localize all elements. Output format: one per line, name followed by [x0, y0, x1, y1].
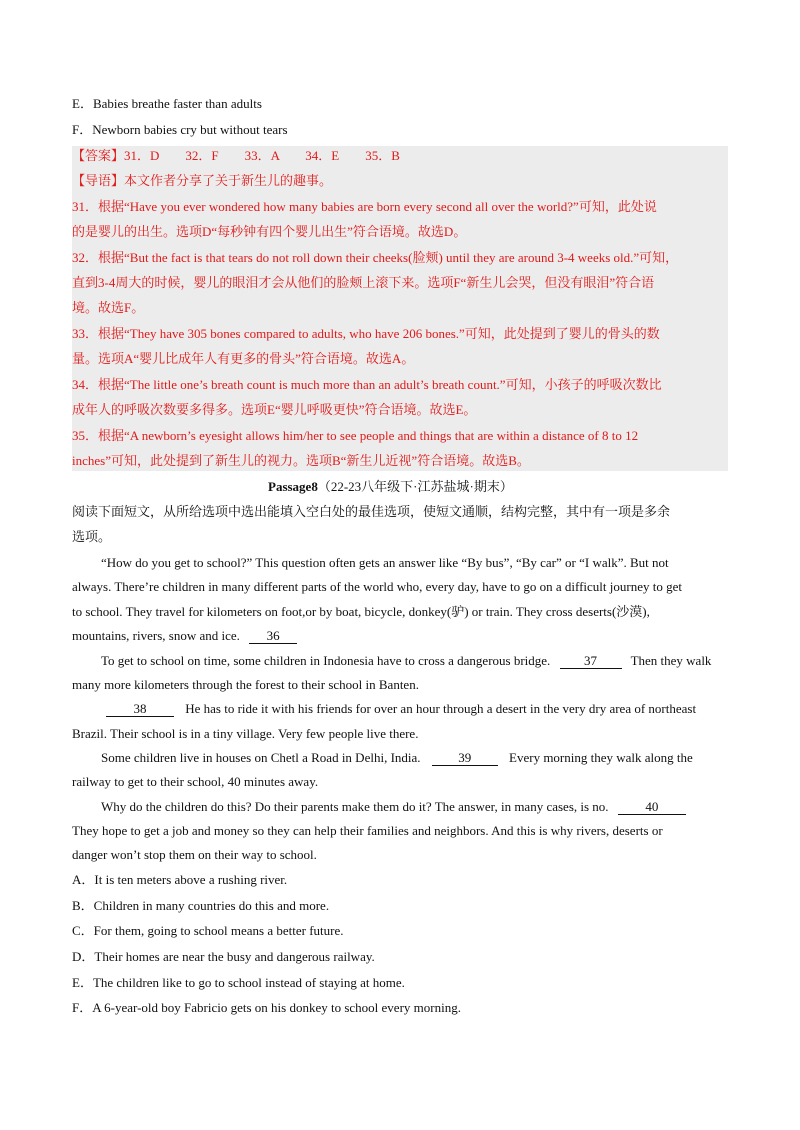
explanation-33-line2: 量。选项A“婴儿比成年人有更多的骨头”符合语境。故选A。 [72, 351, 415, 366]
explanation-31-line2: 的是婴儿的出生。选项D“每秒钟有四个婴儿出生”符合语境。故选D。 [72, 224, 467, 239]
explanation-32-line1: 32．根据“But the fact is that tears do not roll down their cheeks(脸颊) until they are around 3-4 weeks old.”可知， [72, 250, 679, 265]
p3-line1 [106, 700, 696, 718]
p1-line2: always. There’re children in many different parts of the world who, every day, have to go on a difficult journey to get [72, 579, 682, 594]
p1-line4 [72, 627, 297, 645]
p2-line2: many more kilometers through the forest to their school in Banten. [72, 677, 419, 692]
explanation-32-line2: 直到3-4周大的时候，婴儿的眼泪才会从他们的脸颊上滚下来。选项F“新生儿会哭，但没有眼泪”符合语 [72, 275, 655, 290]
option-b: B．Children in many countries do this and more. [72, 898, 330, 913]
answer-panel [72, 146, 728, 471]
answer-key: 【答案】31．D 32．F 33．A 34．E 35．B [72, 148, 400, 163]
p1-line4-text: mountains, rivers, snow and ice. [72, 628, 240, 643]
option-a: A．It is ten meters above a rushing river. [72, 872, 288, 887]
p4-line2: railway to get to their school, 40 minutes away. [72, 774, 319, 789]
p5-line1 [101, 798, 686, 816]
p2-line1 [101, 652, 711, 670]
blank-40[interactable]: 40 [618, 799, 686, 815]
blank-36[interactable]: 36 [249, 628, 297, 644]
p2-text-b: Then they walk [630, 653, 712, 668]
option-c: C．For them, going to school means a better future. [72, 923, 344, 938]
passage-title: Passage8 [268, 479, 318, 494]
explanation-31-line1: 31．根据“Have you ever wondered how many babies are born every second all over the world?”可知，此处说 [72, 199, 657, 214]
instructions-line1: 阅读下面短文，从所给选项中选出能填入空白处的最佳选项，使短文通顺，结构完整，其中有一项是多余 [72, 504, 671, 519]
explanation-35-line1: 35．根据“A newborn’s eyesight allows him/her to see people and things that are within a distance of 8 to 12 [72, 428, 639, 443]
explanation-32-line3: 境。故选F。 [72, 300, 145, 315]
p3-text-a: He has to ride it with his friends for over an hour through a desert in the very dry area of northeast [185, 701, 697, 716]
option-e: E．The children like to go to school instead of staying at home. [72, 975, 405, 990]
option-d: D．Their homes are near the busy and dangerous railway. [72, 949, 375, 964]
p1-line3: to school. They travel for kilometers on foot,or by boat, bicycle, donkey(驴) or train. They cross deserts(沙漠), [72, 604, 650, 619]
explanation-34-line1: 34．根据“The little one’s breath count is much more than an adult’s breath count.”可知，小孩子的呼吸次数比 [72, 377, 662, 392]
passage-heading [268, 478, 513, 496]
explanation-34-line2: 成年人的呼吸次数要多得多。选项E“婴儿呼吸更快”符合语境。故选E。 [72, 402, 477, 417]
answer-guide: 【导语】本文作者分享了关于新生儿的趣事。 [72, 173, 333, 188]
p5-line2: They hope to get a job and money so they can help their families and neighbors. And this is why rivers, deserts or [72, 823, 663, 838]
explanation-33-line1: 33．根据“They have 305 bones compared to adults, who have 206 bones.”可知，此处提到了婴儿的骨头的数 [72, 326, 660, 341]
option-f: F．A 6-year-old boy Fabricio gets on his donkey to school every morning. [72, 1000, 461, 1015]
blank-39[interactable]: 39 [432, 750, 498, 766]
p4-text-a: Some children live in houses on Chetl a Road in Delhi, India. [101, 750, 421, 765]
blank-38[interactable]: 38 [106, 701, 174, 717]
p1-line1: “How do you get to school?” This question often gets an answer like “By bus”, “By car” or “I walk”. But not [101, 555, 669, 570]
blank-37[interactable]: 37 [560, 653, 622, 669]
p3-line2: Brazil. Their school is in a tiny village. Very few people live there. [72, 726, 419, 741]
option-f-prev: F．Newborn babies cry but without tears [72, 122, 288, 137]
p4-line1 [101, 749, 693, 767]
p5-line3: danger won’t stop them on their way to school. [72, 847, 317, 862]
option-e-prev: E．Babies breathe faster than adults [72, 96, 262, 111]
instructions-line2: 选项。 [72, 529, 112, 544]
p5-text-a: Why do the children do this? Do their parents make them do it? The answer, in many cases, is no. [101, 799, 609, 814]
passage-source: （22-23八年级下·江苏盐城·期末） [317, 479, 513, 494]
p4-text-b: Every morning they walk along the [509, 750, 693, 765]
explanation-35-line2: inches”可知，此处提到了新生儿的视力。选项B“新生儿近视”符合语境。故选B。 [72, 453, 530, 468]
p2-text-a: To get to school on time, some children in Indonesia have to cross a dangerous bridge. [101, 653, 551, 668]
